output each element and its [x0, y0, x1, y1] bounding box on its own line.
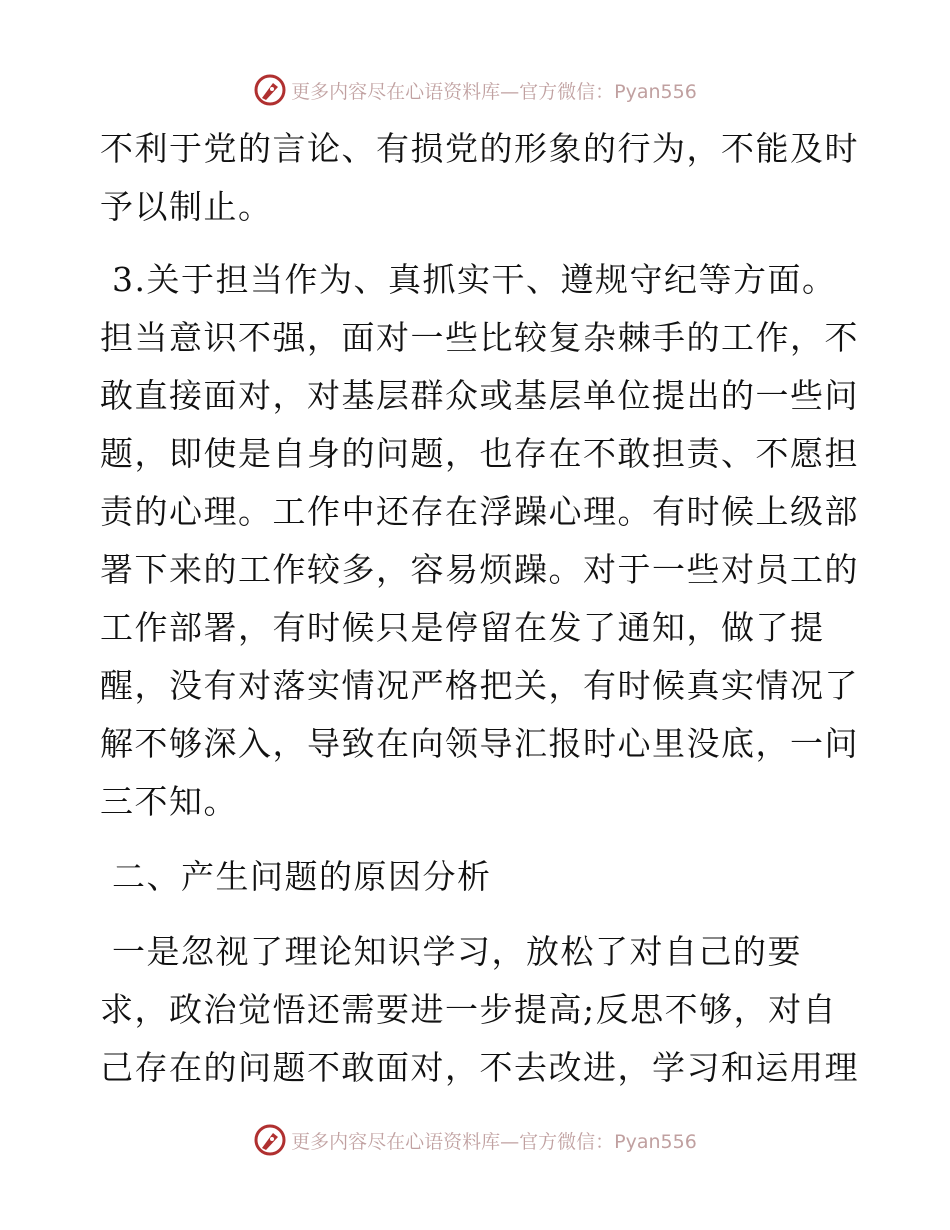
text-line: 予以制止。 [100, 187, 273, 226]
text-line: 不利于党的言论、有损党的形象的行为，不能及时 [100, 129, 859, 168]
text-line: 署下来的工作较多，容易烦躁。对于一些对员工的 [100, 550, 859, 589]
text-line: 责的心理。工作中还存在浮躁心理。有时候上级部 [100, 492, 859, 531]
text-line: 工作部署，有时候只是停留在发了通知，做了提 [100, 608, 825, 647]
text-line: 担当意识不强，面对一些比较复杂棘手的工作，不 [100, 318, 859, 357]
text-line: 敢直接面对，对基层群众或基层单位提出的一些问 [100, 376, 859, 415]
watermark-text: 更多内容尽在心语资料库—官方微信：Pyan556 [291, 1130, 697, 1153]
text-line: 求，政治觉悟还需要进一步提高;反思不够，对自 [100, 990, 838, 1029]
text-line: 三不知。 [100, 782, 238, 821]
text-line: 解不够深入，导致在向领导汇报时心里没底，一问 [100, 724, 859, 763]
section-heading: 3.关于担当作为、真抓实干、遵规守纪等方面。 [112, 260, 837, 299]
text-line: 醒，没有对落实情况严格把关，有时候真实情况了 [100, 666, 859, 705]
text-line: 己存在的问题不敢面对，不去改进，学习和运用理 [100, 1048, 859, 1087]
watermark-footer [0, 1120, 950, 1160]
text-line: 题，即使是自身的问题，也存在不敢担责、不愿担 [100, 434, 859, 473]
section-heading: 二、产生问题的原因分析 [112, 857, 492, 896]
watermark-text: 更多内容尽在心语资料库—官方微信：Pyan556 [291, 80, 697, 103]
pen-nib-logo-icon [253, 1123, 287, 1157]
text-line: 一是忽视了理论知识学习，放松了对自己的要 [112, 932, 802, 971]
